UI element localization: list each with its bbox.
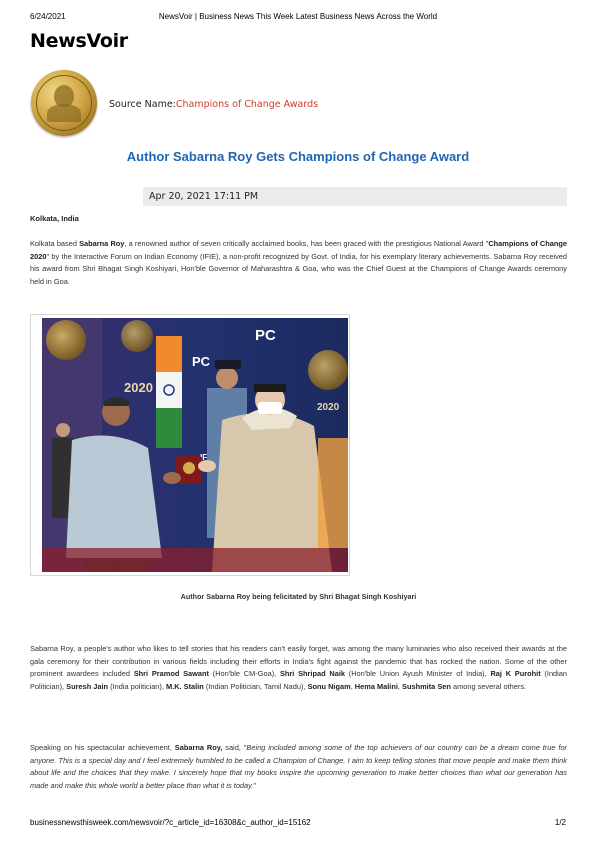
text-run: Kolkata based [30,239,80,248]
print-page-number: 1/2 [554,818,566,827]
backdrop-pc-logo-2: PC [192,354,211,369]
print-date: 6/24/2021 [30,12,66,21]
print-url: businessnewsthisweek.com/newsvoir/?c_article_id=16308&c_author_id=15162 [30,818,311,827]
text-run: (India politician), [108,682,166,692]
source-label: Source Name: [109,99,176,110]
article-photo-frame [30,314,350,576]
award-name: Champions of Change 2020 [30,239,567,261]
text-run: said, " [222,743,247,752]
article-title: Author Sabarna Roy Gets Champions of Change Award [126,149,470,164]
text-run: , [350,682,355,692]
text-run: Sabarna Roy, a people's author who likes to tell stories that his readers can't easily forget, was among the many luminaries who also received their awards at the gala ceremony for their contribution in various fields including their efforts in India's fight against the pandemic that has rocked the nation. Some of the other prominent awardees included [30,644,567,679]
awardee-name: Shri Pramod Sawant [133,669,209,679]
awardee-name: Suresh Jain [66,682,109,692]
text-run: , a renowned author of seven critically acclaimed books, has been graced with the prestigious National Award " [124,239,489,248]
source-line [109,99,318,110]
award-ceremony-photo [42,318,348,572]
awardee-name: Shri Shripad Naik [279,669,345,679]
print-header [30,12,566,24]
article-paragraph-1 [30,238,567,289]
backdrop-pc-logo: PC [255,327,276,344]
author-name: Sabarna Roy [79,239,125,248]
article-paragraph-3 [30,742,567,793]
awardee-name: Sonu Nigam [307,682,351,692]
champions-medal-logo [31,70,97,136]
source-name-link[interactable]: Champions of Change Awards [175,99,319,110]
text-run: among several others. [450,682,527,692]
article-location: Kolkata, India [30,214,79,223]
article-paragraph-2 [30,643,567,694]
article-datetime: Apr 20, 2021 17:11 PM [149,191,259,202]
backdrop-year-right: 2020 [317,402,340,413]
awardee-name: Sushmita Sen [402,682,451,692]
print-page-title: NewsVoir | Business News This Week Latest Business News Across the World [158,12,438,21]
text-run: Speaking on his spectacular achievement, [30,743,175,752]
text-run: (Hon'ble CM-Goa), [208,669,280,679]
article-datetime-bar [143,187,567,206]
newsvoir-logo[interactable]: NewsVoir [30,30,128,52]
print-footer [30,818,566,830]
text-run: (Hon'ble Union Ayush Minister of India), [345,669,491,679]
text-run: (Indian Politician), [30,669,568,692]
awardee-name: Raj K Purohit [490,669,541,679]
text-run: " [253,781,256,791]
medal-portrait-bust [47,104,81,122]
backdrop-year-left: 2020 [124,380,153,395]
text-run: , [397,682,403,692]
text-run: " by the Interactive Forum on Indian Economy (IFIE), a non-profit recognized by Govt. of India, for his exemplary literary achievements. Sabarna Roy received his award from Shri Bhagat Singh Koshiyari, Hon'ble Governor of Maharashtra & Goa, who was the Chief Guest at the Champions of Change Awards ceremony held in Goa. [30,251,567,287]
author-quote: Being included among some of the top achievers of our country can be a dream come true for anyone. This is a special day and I feel extremely humbled to be called a Champion of Change. I aim to keep telling stories that move people and make them think about life and the choices that they make. I sincerely hope that my books inspire the upcoming generation to make better choices than what our generation has made and make this whole world a better place than what it is today. [30,743,568,791]
author-name: Sabarna Roy, [174,743,223,752]
awardee-name: M.K. Stalin [165,682,204,692]
awardee-name: Hema Malini [354,682,398,692]
text-run: (Indian Politician, Tamil Nadu), [203,682,308,692]
photo-caption: Author Sabarna Roy being felicitated by Shri Bhagat Singh Koshiyari [180,592,417,601]
